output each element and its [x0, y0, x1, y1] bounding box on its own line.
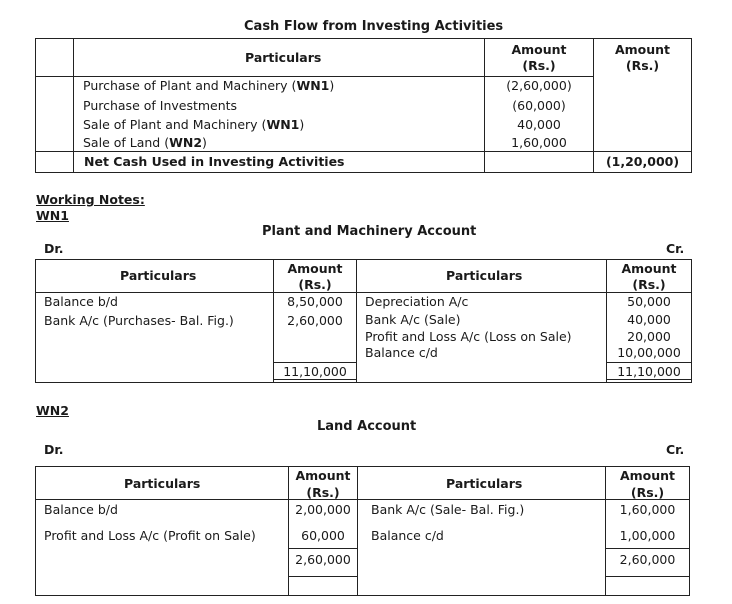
cashflow-header-particulars: Particulars [245, 50, 322, 65]
land-left-row-label: Balance b/d [44, 502, 118, 517]
plant-total-left: 11,10,000 [283, 364, 347, 379]
plant-right-row-amount: 40,000 [627, 312, 671, 327]
plant-right-row-label: Bank A/c (Sale) [365, 312, 461, 327]
plant-header-particulars-right: Particulars [446, 268, 523, 283]
cashflow-row-label: Sale of Land (WN2) [83, 135, 207, 150]
plant-right-row-amount: 10,00,000 [617, 345, 681, 360]
land-total-right: 2,60,000 [619, 552, 676, 567]
cashflow-header-amount1: Amount [511, 42, 567, 57]
land-header-amount-right: Amount [619, 468, 676, 483]
wn1-label: WN1 [36, 208, 69, 223]
cashflow-row-amount: (60,000) [512, 98, 566, 113]
cashflow-row-amount: (2,60,000) [506, 78, 572, 93]
plant-right-row-amount: 50,000 [627, 294, 671, 309]
land-header-amount-left: Amount [295, 468, 351, 483]
plant-left-row-amount: 8,50,000 [287, 294, 343, 309]
land-left-row-label: Profit and Loss A/c (Profit on Sale) [44, 528, 256, 543]
plant-right-row-label: Balance c/d [365, 345, 438, 360]
cashflow-net-amount: (1,20,000) [605, 154, 680, 169]
land-right-row-amount: 1,00,000 [619, 528, 676, 543]
cashflow-net-label: Net Cash Used in Investing Activities [84, 154, 345, 169]
land-left-row-amount: 60,000 [301, 528, 345, 543]
land-total-left: 2,60,000 [295, 552, 351, 567]
plant-header-amount-right-unit: (Rs.) [632, 277, 666, 292]
land-header-particulars-right: Particulars [446, 476, 523, 491]
cashflow-header-amount2: Amount [614, 42, 671, 57]
plant-cr-label: Cr. [666, 241, 685, 256]
cashflow-row-label: Sale of Plant and Machinery (WN1) [83, 117, 305, 132]
plant-header-amount-left: Amount [287, 261, 343, 276]
plant-total-right: 11,10,000 [617, 364, 681, 379]
land-account-title: Land Account [317, 419, 417, 434]
plant-left-row-amount: 2,60,000 [287, 313, 343, 328]
land-header-particulars-left: Particulars [124, 476, 201, 491]
land-header-amount-left-unit: (Rs.) [306, 485, 340, 500]
land-header-amount-right-unit: (Rs.) [630, 485, 665, 500]
plant-header-amount-left-unit: (Rs.) [298, 277, 332, 292]
cashflow-title: Cash Flow from Investing Activities [244, 19, 504, 34]
cashflow-header-amount2-unit: (Rs.) [625, 58, 660, 73]
cashflow-row-amount: 1,60,000 [511, 135, 567, 150]
plant-right-row-label: Depreciation A/c [365, 294, 469, 309]
cashflow-row-label: Purchase of Investments [83, 98, 238, 113]
plant-left-row-label: Bank A/c (Purchases- Bal. Fig.) [44, 313, 234, 328]
plant-account-title: Plant and Machinery Account [262, 224, 477, 239]
plant-header-particulars-left: Particulars [120, 268, 197, 283]
land-right-row-amount: 1,60,000 [619, 502, 676, 517]
plant-left-row-label: Balance b/d [44, 294, 118, 309]
plant-right-row-label: Profit and Loss A/c (Loss on Sale) [365, 329, 572, 344]
plant-right-row-amount: 20,000 [627, 329, 671, 344]
land-left-row-amount: 2,00,000 [295, 502, 351, 517]
land-dr-label: Dr. [44, 442, 64, 457]
wn2-label: WN2 [36, 403, 69, 418]
working-notes-heading: Working Notes: [36, 192, 145, 207]
cashflow-row-amount: 40,000 [517, 117, 561, 132]
plant-header-amount-right: Amount [621, 261, 677, 276]
plant-dr-label: Dr. [44, 241, 64, 256]
land-cr-label: Cr. [666, 442, 685, 457]
land-right-row-label: Balance c/d [371, 528, 444, 543]
cashflow-row-label: Purchase of Plant and Machinery (WN1) [83, 78, 335, 93]
land-right-row-label: Bank A/c (Sale- Bal. Fig.) [371, 502, 525, 517]
cashflow-header-amount1-unit: (Rs.) [522, 58, 556, 73]
